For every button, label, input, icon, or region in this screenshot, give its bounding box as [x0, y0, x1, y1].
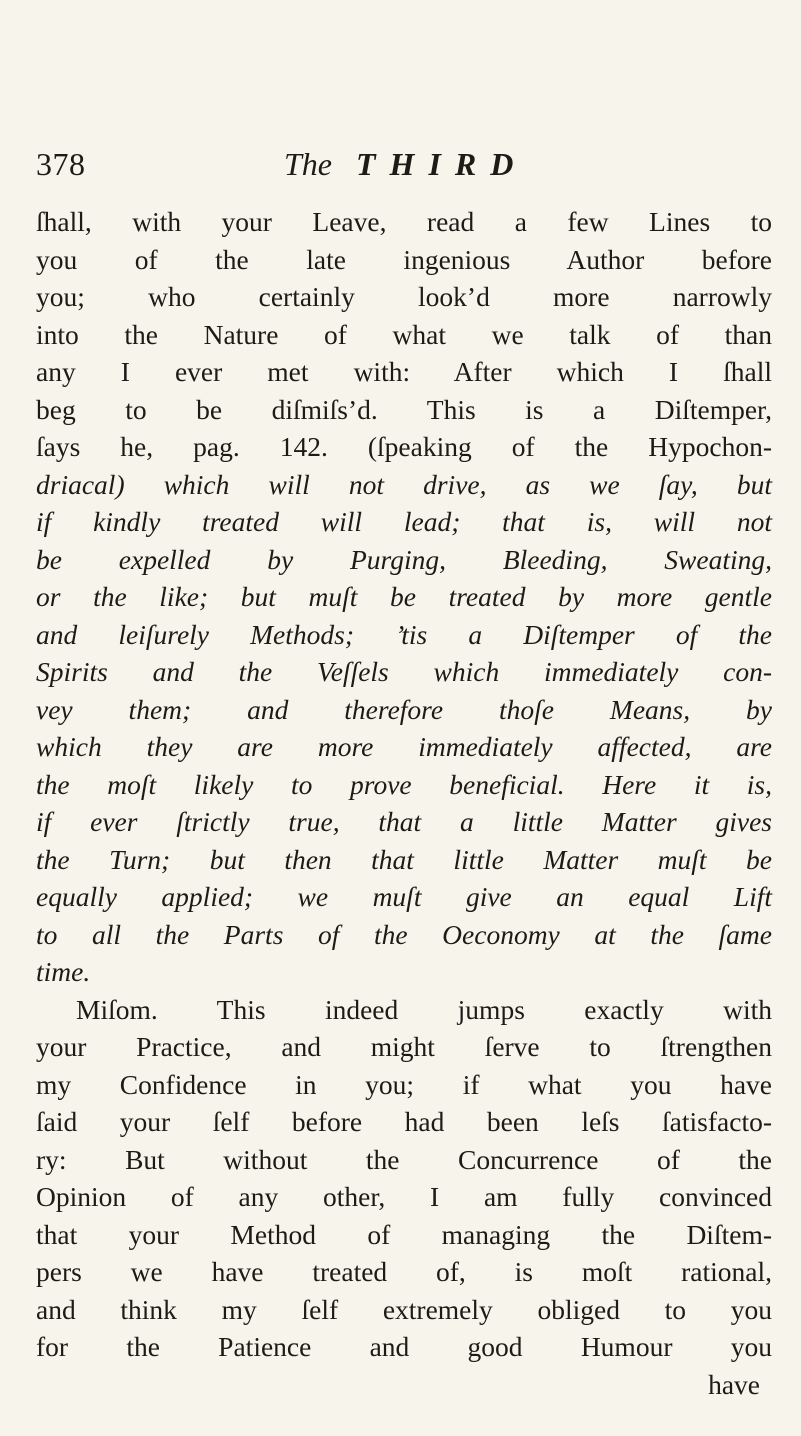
text-line: and leiſurely Methods; ’tis a Diſtemper of the — [36, 618, 772, 650]
text-line: which they are more immediately affected, are — [36, 731, 772, 762]
text-line: ſaid your ſelf before had been leſs ſatisfacto- — [36, 1106, 772, 1137]
text-line: vey them; and therefore thoſe Means, by — [36, 693, 772, 725]
running-title — [284, 142, 527, 186]
text-line: ſhall, with your Leave, read a few Lines to — [36, 206, 772, 237]
running-header — [36, 142, 776, 192]
text-line: Spirits and the Veſſels which immediately con- — [36, 656, 772, 687]
body-text — [36, 203, 772, 1403]
text-line: for the Patience and good Humour you — [36, 1331, 772, 1362]
text-line: ry: But without the Concurrence of the — [36, 1143, 772, 1175]
page-number: 378 — [36, 146, 86, 182]
text-line: into the Nature of what we talk of than — [36, 318, 772, 350]
running-title-prefix: The — [284, 146, 332, 182]
text-line: my Confidence in you; if what you have — [36, 1068, 772, 1100]
text-line: ſays he, pag. 142. (ſpeaking of the Hypochon- — [36, 431, 772, 462]
text-line: be expelled by Purging, Bleeding, Sweating, — [36, 543, 772, 575]
text-line: Miſom. This indeed jumps exactly with — [76, 993, 772, 1025]
text-line: Opinion of any other, I am fully convinced — [36, 1181, 772, 1212]
text-line: to all the Parts of the Oeconomy at the ſame — [36, 918, 772, 950]
text-line: that your Method of managing the Diſtem- — [36, 1218, 772, 1250]
running-title-main: THIRD — [356, 146, 528, 182]
text-line: beg to be diſmiſs’d. This is a Diſtemper, — [36, 393, 772, 425]
text-line: any I ever met with: After which I ſhall — [36, 356, 772, 387]
text-line: if kindly treated will lead; that is, will not — [36, 506, 772, 537]
text-line: if ever ſtrictly true, that a little Matter gives — [36, 806, 772, 837]
text-line: time. — [36, 956, 91, 987]
text-line: driacal) which will not drive, as we ſay, but — [36, 468, 772, 500]
text-line: you of the late ingenious Author before — [36, 243, 772, 275]
text-line: the Turn; but then that little Matter muſt be — [36, 843, 772, 875]
text-line: and think my ſelf extremely obliged to you — [36, 1293, 772, 1325]
text-line: equally applied; we muſt give an equal Lift — [36, 881, 772, 912]
text-line: your Practice, and might ſerve to ſtrengthen — [36, 1031, 772, 1062]
text-line: the moſt likely to prove beneficial. Here it is, — [36, 768, 772, 800]
text-line: or the like; but muſt be treated by more gentle — [36, 581, 772, 612]
text-line: you; who certainly look’d more narrowly — [36, 281, 772, 312]
catchword: have — [708, 1368, 760, 1400]
text-line: pers we have treated of, is moſt rational, — [36, 1256, 772, 1287]
